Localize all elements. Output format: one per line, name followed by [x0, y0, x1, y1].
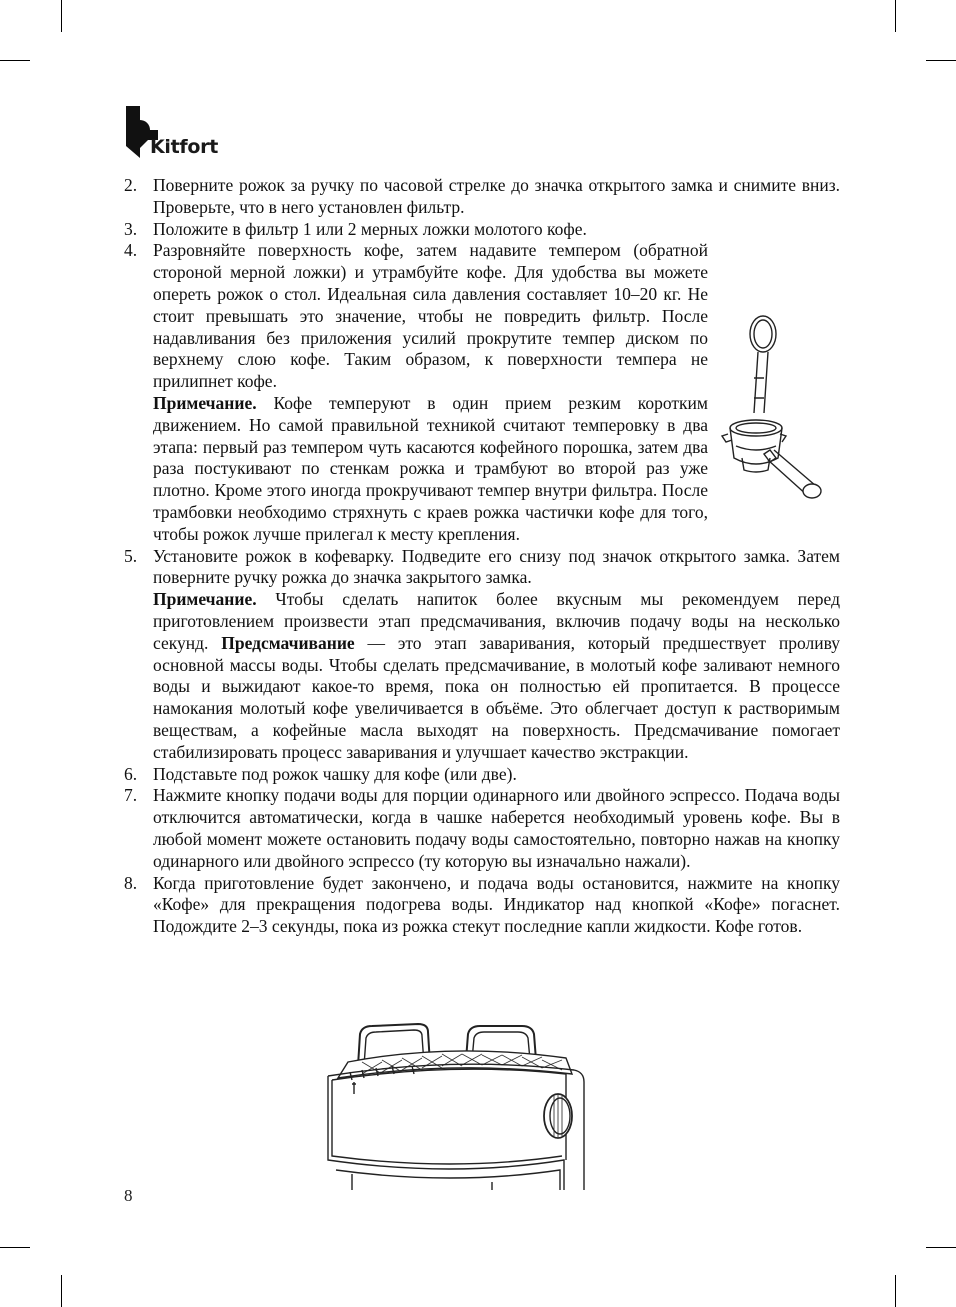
- page-number: 8: [124, 1186, 133, 1205]
- step-text: Подставьте под рожок чашку для кофе (или две).: [153, 763, 517, 784]
- crop-mark: [895, 1275, 896, 1307]
- crop-mark: [61, 0, 62, 32]
- step-8: [124, 873, 840, 938]
- step-text: Установите рожок в кофеварку. Подведите его снизу под значок открытого замка. Затем поверните ручку рожка до значка закрытого замка.: [153, 545, 840, 588]
- step-text: Когда приготовление будет закончено, и подача воды остановится, нажмите на кнопку «Кофе» для прекращения подогрева воды. Индикатор над кнопкой «Кофе» погаснет. Подождите 2–3 секунды, пока из рожка стекут последние капли жидкости. Кофе готов.: [153, 872, 840, 937]
- crop-mark: [0, 1247, 30, 1248]
- step-number: 8.: [124, 872, 138, 893]
- coffee-machine-illustration: [322, 1020, 592, 1197]
- step-number: 5.: [124, 545, 138, 566]
- step-number: 4.: [124, 240, 138, 261]
- instructions: [124, 175, 840, 938]
- note-text: Кофе темперуют в один прием резким коротким движением. Но самой правильной техникой считают темперовку в два этапа: первый раз темпером чуть касаются кофейного порошка, затем два раза постукивают по стенкам рожка и трамбуют во второй раз уже плотно. Кроме этого иногда прокручивают темпер внутри фильтра. После трамбовки необходимо стряхнуть с краев рожка частички кофе для того, чтобы рожок лучше прилегал к месту крепления.: [153, 392, 708, 544]
- note-text: — это этап заваривания, который предшествует проливу основной массы воды. Чтобы сделать предсмачивание, в молотый кофе заливают немного воды и выжидают какое-то время, пока он полностью ей пропитается. В процессе намокания молотый кофе увеличивается в объёме. Это облегчает доступ к растворимым веществам, а кофейные масла выходят на поверхность. Предсмачивание помогает стабилизировать процесс заваривания и улучшает качество экстракции.: [153, 632, 840, 762]
- note-label: Примечание.: [153, 392, 257, 413]
- tamper-illustration: [718, 308, 840, 508]
- step-text: Положите в фильтр 1 или 2 мерных ложки молотого кофе.: [153, 218, 587, 239]
- crop-mark: [61, 1275, 62, 1307]
- step-7: [124, 785, 840, 872]
- brand-name: Kitfort: [150, 136, 218, 158]
- note-text: Чтобы сделать напиток более вкусным мы рекомендуем перед приготовлением произвести этап предсмачивания, включив подачу воды на несколько секунд.: [153, 589, 840, 653]
- step-text: Поверните рожок за ручку по часовой стрелке до значка открытого замка и снимите вниз. Проверьте, что в него установлен фильтр.: [153, 175, 840, 217]
- step-note: [153, 589, 840, 763]
- step-4: [124, 240, 840, 545]
- step-text: Разровняйте поверхность кофе, затем надавите темпером (обратной стороной мерной ложки) и утрамбуйте кофе. Для удобства вы можете опереть рожок о стол. Идеальная сила давления составляет 10–20 кг. Не стоит превышать это значение, чтобы не повредить фильтр. После надавливания без приложения усилий прокрутите темпер диском по верхнему слою кофе. Таким образом, к поверхности темпера не прилипнет кофе.: [153, 240, 708, 392]
- crop-mark: [926, 60, 956, 61]
- crop-mark: [0, 60, 30, 61]
- step-2: [124, 175, 840, 219]
- step-text: Нажмите кнопку подачи воды для порции одинарного или двойного эспрессо. Подача воды отключится автоматически, когда в чашке наберется необходимый уровень кофе. Вы в любой момент можете остановить подачу воды самостоятельно, повторно нажав на кнопку одинарного или двойного эспрессо (ту которую вы изначально нажали).: [153, 785, 840, 871]
- crop-mark: [895, 0, 896, 32]
- step-3: [124, 219, 840, 241]
- note-term: Предсмачивание: [221, 632, 355, 653]
- step-number: 7.: [124, 785, 138, 806]
- crop-mark: [926, 1247, 956, 1248]
- step-number: 2.: [124, 175, 138, 195]
- step-number: 3.: [124, 218, 138, 239]
- note-label: Примечание.: [153, 589, 257, 610]
- step-5: [124, 546, 840, 764]
- step-number: 6.: [124, 763, 138, 784]
- step-6: [124, 764, 840, 786]
